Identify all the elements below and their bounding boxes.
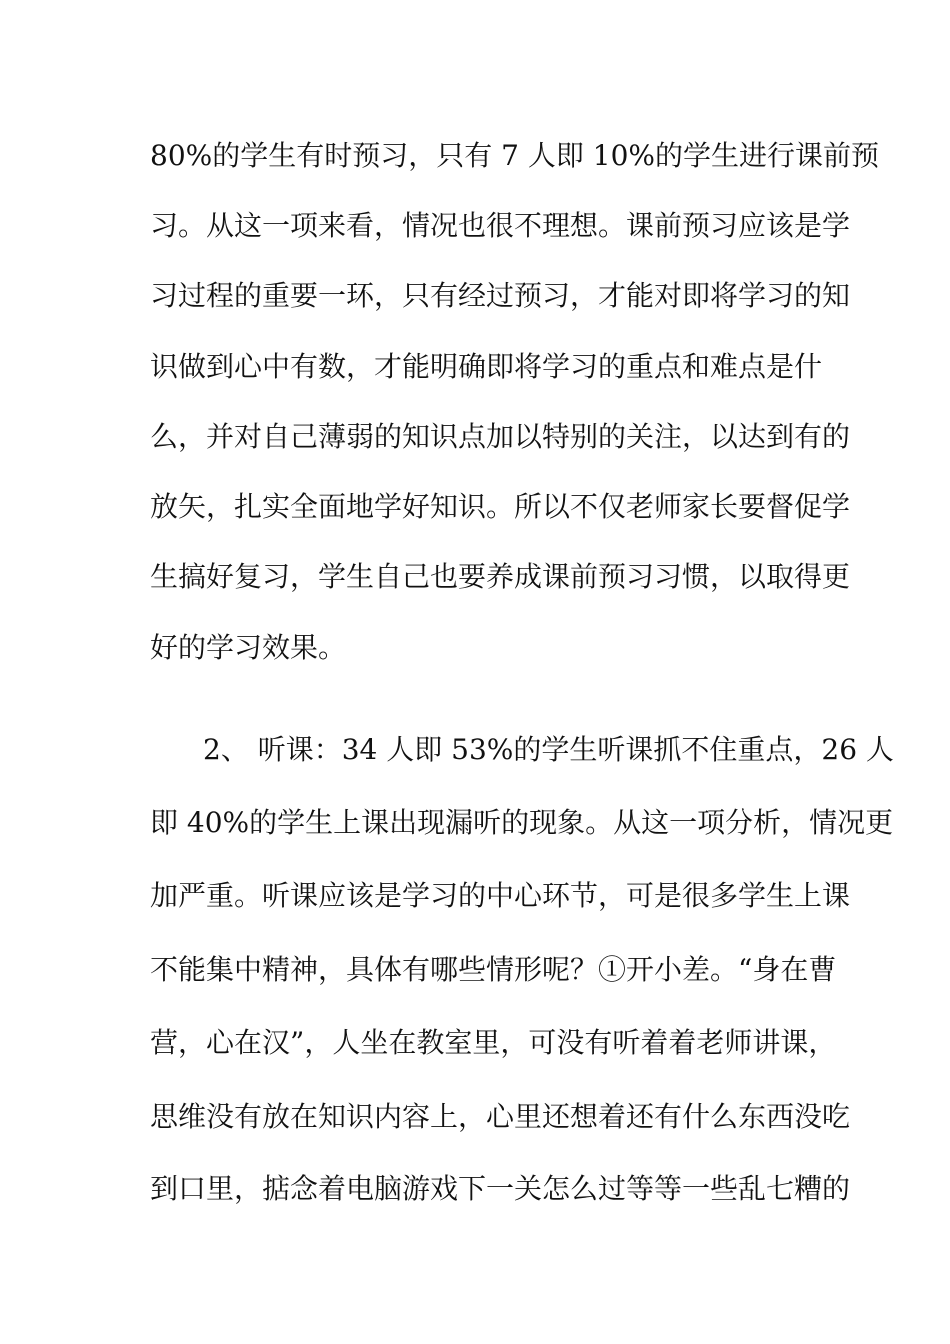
text-line: 80%的学生有时预习，只有 7 人即 10%的学生进行课前预	[150, 139, 879, 172]
text-line: 识做到心中有数，才能明确即将学习的重点和难点是什	[150, 350, 823, 383]
text-line: 营，心在汉”，人坐在教室里，可没有听着着老师讲课，	[150, 1026, 837, 1059]
text-line: 到口里，掂念着电脑游戏下一关怎么过等等一些乱七糟的	[150, 1172, 851, 1205]
text-line: 思维没有放在知识内容上，心里还想着还有什么东西没吃	[150, 1100, 851, 1133]
text-line: 么，并对自己薄弱的知识点加以特别的关注，以达到有的	[150, 420, 851, 453]
text-line: 好的学习效果。	[150, 631, 347, 664]
text-line: 即 40%的学生上课出现漏听的现象。从这一项分析，情况更	[150, 806, 894, 839]
text-line: 加严重。听课应该是学习的中心环节，可是很多学生上课	[150, 879, 851, 912]
paragraph-heading-line: 2、 听课：34 人即 53%的学生听课抓不住重点，26 人	[203, 733, 894, 766]
text-line: 不能集中精神，具体有哪些情形呢？①开小差。“身在曹	[150, 953, 837, 986]
text-line: 生搞好复习，学生自己也要养成课前预习习惯，以取得更	[150, 560, 851, 593]
text-line: 放矢，扎实全面地学好知识。所以不仅老师家长要督促学	[150, 490, 851, 523]
text-line: 习过程的重要一环，只有经过预习，才能对即将学习的知	[150, 279, 851, 312]
text-line: 习。从这一项来看，情况也很不理想。课前预习应该是学	[150, 209, 851, 242]
